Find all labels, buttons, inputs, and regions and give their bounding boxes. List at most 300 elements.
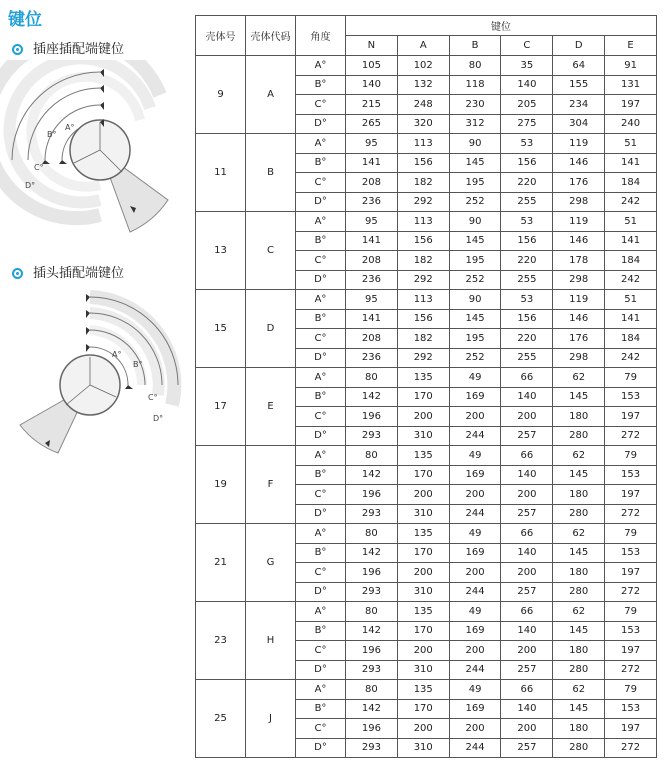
angle-value-cell: 197: [605, 485, 657, 505]
angle-value-cell: 49: [449, 680, 501, 700]
angle-value-cell: 298: [553, 192, 605, 212]
angle-value-cell: 135: [397, 602, 449, 622]
angle-value-cell: 272: [605, 504, 657, 524]
angle-value-cell: 146: [553, 231, 605, 251]
angle-value-cell: 182: [397, 329, 449, 349]
angle-value-cell: 91: [605, 56, 657, 76]
angle-value-cell: 102: [397, 56, 449, 76]
angle-value-cell: 220: [501, 251, 553, 271]
angle-value-cell: 156: [501, 309, 553, 329]
angle-value-cell: 80: [346, 524, 398, 544]
angle-value-cell: 236: [346, 270, 398, 290]
angle-value-cell: 255: [501, 348, 553, 368]
angle-value-cell: 66: [501, 602, 553, 622]
angle-cell: B°: [296, 465, 346, 485]
angle-cell: D°: [296, 738, 346, 758]
table-row: [196, 680, 657, 700]
angle-value-cell: 142: [346, 465, 398, 485]
angle-value-cell: 200: [501, 641, 553, 661]
shell-code-cell: A: [246, 56, 296, 134]
angle-value-cell: 80: [346, 446, 398, 466]
angle-value-cell: 53: [501, 134, 553, 154]
angle-value-cell: 80: [346, 368, 398, 388]
angle-cell: B°: [296, 231, 346, 251]
angle-value-cell: 79: [605, 680, 657, 700]
angle-cell: A°: [296, 524, 346, 544]
angle-value-cell: 90: [449, 134, 501, 154]
angle-value-cell: 135: [397, 680, 449, 700]
angle-value-cell: 141: [346, 231, 398, 251]
angle-value-cell: 197: [605, 641, 657, 661]
angle-value-cell: 141: [605, 153, 657, 173]
angle-value-cell: 197: [605, 407, 657, 427]
angle-cell: B°: [296, 153, 346, 173]
shell-size-cell: 17: [196, 368, 246, 446]
angle-value-cell: 292: [397, 348, 449, 368]
angle-value-cell: 184: [605, 251, 657, 271]
shell-code-cell: F: [246, 446, 296, 524]
angle-value-cell: 208: [346, 329, 398, 349]
angle-value-cell: 51: [605, 212, 657, 232]
angle-value-cell: 145: [553, 543, 605, 563]
angle-value-cell: 195: [449, 329, 501, 349]
angle-cell: C°: [296, 563, 346, 583]
angle-value-cell: 292: [397, 270, 449, 290]
angle-value-cell: 272: [605, 738, 657, 758]
angle-cell: B°: [296, 387, 346, 407]
angle-value-cell: 265: [346, 114, 398, 134]
angle-value-cell: 197: [605, 719, 657, 739]
angle-value-cell: 95: [346, 134, 398, 154]
angle-value-cell: 140: [501, 699, 553, 719]
angle-value-cell: 293: [346, 660, 398, 680]
shell-code-cell: E: [246, 368, 296, 446]
angle-cell: D°: [296, 192, 346, 212]
angle-value-cell: 142: [346, 621, 398, 641]
angle-value-cell: 90: [449, 212, 501, 232]
angle-value-cell: 105: [346, 56, 398, 76]
angle-value-cell: 182: [397, 173, 449, 193]
plug-angle-label-d: D°: [153, 414, 164, 423]
shell-code-cell: J: [246, 680, 296, 758]
header-shell-size: 壳体号: [196, 16, 246, 56]
shell-code-cell: H: [246, 602, 296, 680]
angle-value-cell: 255: [501, 270, 553, 290]
angle-value-cell: 197: [605, 95, 657, 115]
angle-value-cell: 35: [501, 56, 553, 76]
angle-cell: D°: [296, 426, 346, 446]
angle-value-cell: 62: [553, 680, 605, 700]
angle-value-cell: 244: [449, 660, 501, 680]
table-row: [196, 290, 657, 310]
angle-value-cell: 95: [346, 290, 398, 310]
angle-value-cell: 230: [449, 95, 501, 115]
plug-heading: [12, 262, 124, 281]
table-row: [196, 368, 657, 388]
angle-value-cell: 49: [449, 524, 501, 544]
plug-key-diagram: [0, 285, 185, 460]
angle-cell: B°: [296, 621, 346, 641]
angle-cell: A°: [296, 56, 346, 76]
shell-size-cell: 25: [196, 680, 246, 758]
angle-value-cell: 140: [501, 543, 553, 563]
angle-value-cell: 280: [553, 660, 605, 680]
angle-label-b: B°: [47, 130, 57, 139]
angle-value-cell: 170: [397, 387, 449, 407]
angle-value-cell: 80: [346, 680, 398, 700]
receptacle-key-diagram: [0, 60, 185, 235]
angle-cell: B°: [296, 699, 346, 719]
angle-value-cell: 80: [346, 602, 398, 622]
angle-value-cell: 131: [605, 75, 657, 95]
angle-value-cell: 49: [449, 368, 501, 388]
angle-value-cell: 242: [605, 270, 657, 290]
angle-value-cell: 200: [501, 563, 553, 583]
angle-value-cell: 142: [346, 387, 398, 407]
angle-value-cell: 196: [346, 407, 398, 427]
angle-value-cell: 184: [605, 173, 657, 193]
angle-cell: B°: [296, 543, 346, 563]
angle-value-cell: 53: [501, 290, 553, 310]
angle-value-cell: 200: [397, 641, 449, 661]
angle-value-cell: 298: [553, 270, 605, 290]
angle-value-cell: 141: [346, 309, 398, 329]
angle-value-cell: 142: [346, 543, 398, 563]
angle-value-cell: 169: [449, 699, 501, 719]
angle-value-cell: 140: [501, 387, 553, 407]
angle-value-cell: 275: [501, 114, 553, 134]
angle-value-cell: 156: [397, 231, 449, 251]
angle-value-cell: 195: [449, 251, 501, 271]
angle-value-cell: 95: [346, 212, 398, 232]
angle-label-c: C°: [34, 163, 44, 172]
angle-value-cell: 242: [605, 192, 657, 212]
angle-value-cell: 244: [449, 738, 501, 758]
bullet-circle-icon: [12, 44, 23, 55]
angle-value-cell: 208: [346, 251, 398, 271]
angle-value-cell: 280: [553, 582, 605, 602]
angle-value-cell: 66: [501, 524, 553, 544]
angle-cell: B°: [296, 75, 346, 95]
angle-value-cell: 272: [605, 426, 657, 446]
angle-cell: D°: [296, 348, 346, 368]
angle-value-cell: 234: [553, 95, 605, 115]
angle-value-cell: 310: [397, 504, 449, 524]
angle-value-cell: 304: [553, 114, 605, 134]
angle-cell: A°: [296, 290, 346, 310]
key-position-table: [195, 15, 657, 758]
angle-value-cell: 244: [449, 426, 501, 446]
angle-value-cell: 140: [501, 465, 553, 485]
angle-value-cell: 272: [605, 660, 657, 680]
angle-value-cell: 170: [397, 465, 449, 485]
angle-value-cell: 180: [553, 407, 605, 427]
angle-value-cell: 141: [605, 309, 657, 329]
angle-value-cell: 252: [449, 270, 501, 290]
header-key-position: 键位: [346, 16, 657, 36]
angle-value-cell: 66: [501, 446, 553, 466]
angle-value-cell: 176: [553, 173, 605, 193]
angle-value-cell: 170: [397, 543, 449, 563]
angle-value-cell: 64: [553, 56, 605, 76]
key-column-header: E: [605, 36, 657, 56]
angle-value-cell: 156: [501, 153, 553, 173]
angle-value-cell: 51: [605, 134, 657, 154]
angle-value-cell: 298: [553, 348, 605, 368]
angle-value-cell: 280: [553, 504, 605, 524]
shell-size-cell: 11: [196, 134, 246, 212]
angle-cell: C°: [296, 95, 346, 115]
angle-value-cell: 62: [553, 602, 605, 622]
angle-value-cell: 255: [501, 192, 553, 212]
angle-value-cell: 240: [605, 114, 657, 134]
angle-value-cell: 153: [605, 387, 657, 407]
angle-value-cell: 178: [553, 251, 605, 271]
angle-value-cell: 53: [501, 212, 553, 232]
angle-cell: D°: [296, 582, 346, 602]
plug-label: 插头插配端键位: [33, 266, 125, 281]
angle-value-cell: 141: [605, 231, 657, 251]
angle-value-cell: 135: [397, 524, 449, 544]
angle-value-cell: 170: [397, 621, 449, 641]
key-column-header: C: [501, 36, 553, 56]
angle-value-cell: 176: [553, 329, 605, 349]
angle-value-cell: 257: [501, 660, 553, 680]
angle-cell: A°: [296, 212, 346, 232]
angle-value-cell: 113: [397, 290, 449, 310]
plug-angle-label-c: C°: [148, 393, 158, 402]
angle-value-cell: 66: [501, 680, 553, 700]
angle-value-cell: 200: [501, 719, 553, 739]
angle-cell: A°: [296, 446, 346, 466]
angle-value-cell: 142: [346, 699, 398, 719]
angle-value-cell: 156: [397, 309, 449, 329]
angle-value-cell: 145: [553, 387, 605, 407]
angle-cell: A°: [296, 680, 346, 700]
angle-cell: C°: [296, 719, 346, 739]
angle-value-cell: 79: [605, 446, 657, 466]
angle-value-cell: 79: [605, 602, 657, 622]
angle-value-cell: 79: [605, 524, 657, 544]
angle-value-cell: 132: [397, 75, 449, 95]
bullet-circle-icon: [12, 268, 23, 279]
angle-value-cell: 310: [397, 660, 449, 680]
angle-value-cell: 153: [605, 621, 657, 641]
angle-value-cell: 272: [605, 582, 657, 602]
angle-value-cell: 220: [501, 173, 553, 193]
angle-value-cell: 196: [346, 563, 398, 583]
key-column-header: D: [553, 36, 605, 56]
receptacle-label: 插座插配端键位: [33, 42, 125, 57]
angle-value-cell: 169: [449, 543, 501, 563]
angle-value-cell: 196: [346, 485, 398, 505]
table-row: [196, 56, 657, 76]
angle-cell: A°: [296, 602, 346, 622]
angle-value-cell: 62: [553, 446, 605, 466]
page-title: 键位: [8, 10, 42, 30]
angle-cell: D°: [296, 114, 346, 134]
angle-value-cell: 257: [501, 504, 553, 524]
plug-angle-label-b: B°: [133, 360, 143, 369]
table-row: [196, 602, 657, 622]
angle-value-cell: 90: [449, 290, 501, 310]
shell-code-cell: G: [246, 524, 296, 602]
angle-value-cell: 293: [346, 426, 398, 446]
key-column-header: N: [346, 36, 398, 56]
angle-value-cell: 169: [449, 465, 501, 485]
angle-value-cell: 184: [605, 329, 657, 349]
angle-value-cell: 180: [553, 485, 605, 505]
shell-size-cell: 21: [196, 524, 246, 602]
angle-value-cell: 140: [501, 75, 553, 95]
angle-cell: D°: [296, 504, 346, 524]
angle-value-cell: 180: [553, 641, 605, 661]
shell-size-cell: 15: [196, 290, 246, 368]
shell-code-cell: C: [246, 212, 296, 290]
angle-cell: C°: [296, 641, 346, 661]
angle-value-cell: 119: [553, 290, 605, 310]
angle-value-cell: 200: [449, 407, 501, 427]
shell-size-cell: 19: [196, 446, 246, 524]
angle-value-cell: 156: [501, 231, 553, 251]
angle-value-cell: 145: [449, 231, 501, 251]
table-row: [196, 212, 657, 232]
angle-value-cell: 236: [346, 192, 398, 212]
angle-cell: C°: [296, 329, 346, 349]
angle-value-cell: 62: [553, 368, 605, 388]
angle-value-cell: 200: [449, 641, 501, 661]
angle-value-cell: 51: [605, 290, 657, 310]
angle-value-cell: 66: [501, 368, 553, 388]
table-row: [196, 524, 657, 544]
angle-cell: A°: [296, 368, 346, 388]
angle-value-cell: 145: [553, 699, 605, 719]
angle-value-cell: 280: [553, 738, 605, 758]
angle-value-cell: 310: [397, 738, 449, 758]
angle-value-cell: 118: [449, 75, 501, 95]
angle-value-cell: 244: [449, 504, 501, 524]
angle-value-cell: 205: [501, 95, 553, 115]
angle-cell: C°: [296, 251, 346, 271]
table-row: [196, 134, 657, 154]
angle-value-cell: 79: [605, 368, 657, 388]
angle-value-cell: 145: [553, 621, 605, 641]
angle-label-a: A°: [65, 123, 75, 132]
shell-code-cell: B: [246, 134, 296, 212]
angle-cell: C°: [296, 407, 346, 427]
angle-value-cell: 220: [501, 329, 553, 349]
angle-value-cell: 119: [553, 212, 605, 232]
angle-value-cell: 320: [397, 114, 449, 134]
angle-value-cell: 145: [449, 153, 501, 173]
angle-value-cell: 145: [449, 309, 501, 329]
angle-value-cell: 180: [553, 719, 605, 739]
key-column-header: A: [397, 36, 449, 56]
angle-value-cell: 252: [449, 348, 501, 368]
angle-value-cell: 156: [397, 153, 449, 173]
header-shell-code: 壳体代码: [246, 16, 296, 56]
angle-value-cell: 200: [397, 407, 449, 427]
angle-value-cell: 236: [346, 348, 398, 368]
angle-value-cell: 200: [397, 719, 449, 739]
angle-value-cell: 280: [553, 426, 605, 446]
angle-value-cell: 200: [397, 485, 449, 505]
angle-value-cell: 248: [397, 95, 449, 115]
angle-cell: D°: [296, 270, 346, 290]
angle-value-cell: 200: [397, 563, 449, 583]
angle-value-cell: 293: [346, 582, 398, 602]
angle-value-cell: 80: [449, 56, 501, 76]
shell-code-cell: D: [246, 290, 296, 368]
table-row: [196, 446, 657, 466]
shell-size-cell: 9: [196, 56, 246, 134]
angle-value-cell: 200: [501, 407, 553, 427]
angle-value-cell: 196: [346, 719, 398, 739]
angle-value-cell: 140: [346, 75, 398, 95]
angle-value-cell: 49: [449, 446, 501, 466]
angle-value-cell: 146: [553, 309, 605, 329]
angle-value-cell: 113: [397, 134, 449, 154]
angle-label-d: D°: [25, 181, 36, 190]
angle-value-cell: 135: [397, 368, 449, 388]
angle-cell: C°: [296, 173, 346, 193]
angle-cell: C°: [296, 485, 346, 505]
key-column-header: B: [449, 36, 501, 56]
angle-value-cell: 215: [346, 95, 398, 115]
angle-value-cell: 197: [605, 563, 657, 583]
angle-value-cell: 244: [449, 582, 501, 602]
angle-value-cell: 135: [397, 446, 449, 466]
receptacle-heading: [12, 38, 124, 57]
angle-value-cell: 200: [449, 485, 501, 505]
angle-cell: D°: [296, 660, 346, 680]
angle-value-cell: 293: [346, 738, 398, 758]
angle-value-cell: 257: [501, 426, 553, 446]
angle-value-cell: 153: [605, 465, 657, 485]
angle-value-cell: 169: [449, 621, 501, 641]
angle-value-cell: 153: [605, 699, 657, 719]
angle-value-cell: 310: [397, 426, 449, 446]
angle-value-cell: 200: [449, 563, 501, 583]
angle-value-cell: 180: [553, 563, 605, 583]
angle-value-cell: 146: [553, 153, 605, 173]
angle-cell: A°: [296, 134, 346, 154]
angle-value-cell: 145: [553, 465, 605, 485]
table-body: [196, 56, 657, 758]
header-angle: 角度: [296, 16, 346, 56]
angle-value-cell: 140: [501, 621, 553, 641]
angle-value-cell: 113: [397, 212, 449, 232]
angle-value-cell: 208: [346, 173, 398, 193]
angle-value-cell: 312: [449, 114, 501, 134]
angle-value-cell: 196: [346, 641, 398, 661]
angle-value-cell: 169: [449, 387, 501, 407]
angle-value-cell: 257: [501, 582, 553, 602]
angle-value-cell: 153: [605, 543, 657, 563]
angle-cell: B°: [296, 309, 346, 329]
shell-size-cell: 23: [196, 602, 246, 680]
angle-value-cell: 119: [553, 134, 605, 154]
angle-value-cell: 49: [449, 602, 501, 622]
angle-value-cell: 292: [397, 192, 449, 212]
plug-angle-label-a: A°: [112, 350, 122, 359]
angle-value-cell: 141: [346, 153, 398, 173]
angle-value-cell: 182: [397, 251, 449, 271]
angle-value-cell: 257: [501, 738, 553, 758]
angle-value-cell: 252: [449, 192, 501, 212]
shell-size-cell: 13: [196, 212, 246, 290]
angle-value-cell: 155: [553, 75, 605, 95]
